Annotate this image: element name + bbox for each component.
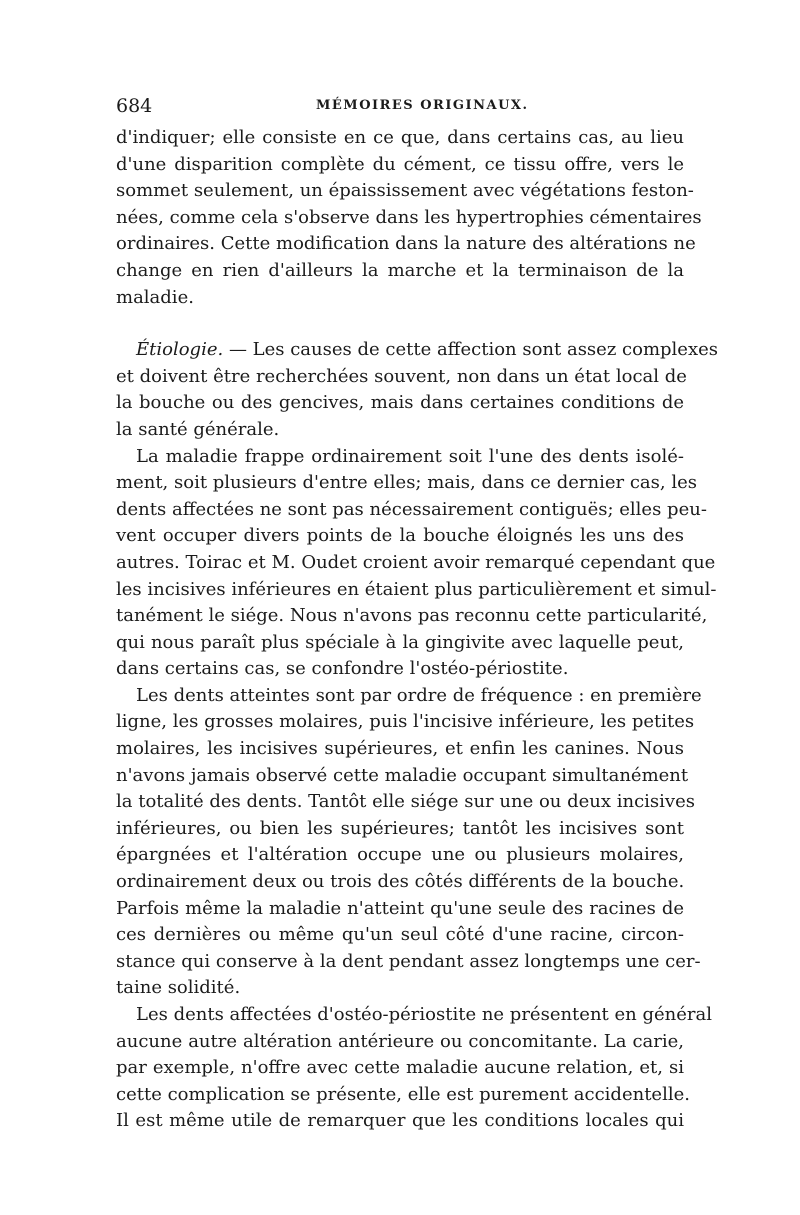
paragraph (116, 1002, 712, 1135)
text-line: la totalité des dents. Tantôt elle siége sur une ou deux incisives (116, 791, 695, 813)
paragraph (116, 683, 702, 1002)
text-line: vent occuper divers points de la bouche éloignés les uns des (116, 525, 684, 547)
text-line: qui nous paraît plus spéciale à la gingivite avec laquelle peut, (116, 631, 684, 653)
text-line: ment, soit plusieurs d'entre elles; mais, dans ce dernier cas, les (116, 472, 697, 494)
text-line: Les dents atteintes sont par ordre de fréquence : en première (136, 684, 702, 706)
section-heading: Étiologie. (136, 339, 224, 361)
text-line: autres. Toirac et M. Oudet croient avoir remarqué cependant que (116, 551, 716, 573)
text-line: Parfois même la maladie n'atteint qu'une seule des racines de (116, 897, 684, 919)
text-line: tanément le siége. Nous n'avons pas reconnu cette particularité, (116, 605, 708, 627)
text-line: la santé générale. (116, 418, 280, 440)
text-line: par exemple, n'offre avec cette maladie aucune relation, et, si (116, 1057, 684, 1079)
text-line: n'avons jamais observé cette maladie occupant simultanément (116, 764, 689, 786)
text-line: ordinaires. Cette modification dans la nature des altérations ne (116, 233, 696, 255)
text-line-continuation: — Les causes de cette affection sont assez complexes (223, 339, 718, 361)
page-number: 684 (116, 95, 153, 117)
text-line: change en rien d'ailleurs la marche et la terminaison de la (116, 259, 684, 281)
text-line: cette complication se présente, elle est purement accidentelle. (116, 1083, 690, 1105)
text-line: et doivent être recherchées souvent, non dans un état local de (116, 365, 687, 387)
text-line: stance qui conserve à la dent pendant assez longtemps une cer- (116, 950, 701, 972)
text-line: d'une disparition complète du cément, ce tissu offre, vers le (116, 153, 684, 175)
text-line: ces dernières ou même qu'un seul côté d'une racine, circon- (116, 924, 684, 946)
text-line: sommet seulement, un épaississement avec végétations feston- (116, 180, 694, 202)
paragraph-etiologie (116, 337, 718, 443)
text-line: d'indiquer; elle consiste en ce que, dans certains cas, au lieu (116, 127, 684, 148)
text-line: inférieures, ou bien les supérieures; tantôt les incisives sont (116, 817, 684, 839)
text-line: dans certains cas, se confondre l'ostéo-périostite. (116, 658, 569, 680)
text-line: maladie. (116, 286, 194, 308)
running-title: MÉMOIRES ORIGINAUX. (316, 98, 529, 113)
book-page (116, 95, 718, 1135)
text-line: Les dents affectées d'ostéo-périostite ne présentent en général (136, 1004, 712, 1025)
text-line: dents affectées ne sont pas nécessairement contiguës; elles peu- (116, 498, 707, 520)
paragraph-gap (116, 311, 684, 337)
text-line: molaires, les incisives supérieures, et enfin les canines. Nous (116, 738, 684, 760)
text-line: Il est même utile de remarquer que les conditions locales qui (116, 1110, 684, 1132)
paragraph (116, 444, 717, 683)
text-line: ordinairement deux ou trois des côtés différents de la bouche. (116, 871, 685, 893)
text-line: taine solidité. (116, 977, 241, 999)
text-line: les incisives inférieures en étaient plus particulièrement et simul- (116, 578, 717, 600)
page-header (116, 95, 684, 121)
text-line (116, 337, 718, 364)
text-line: aucune autre altération antérieure ou concomitante. La carie, (116, 1030, 684, 1052)
text-line: épargnées et l'altération occupe une ou plusieurs molaires, (116, 844, 684, 866)
text-line: nées, comme cela s'observe dans les hypertrophies cémentaires (116, 206, 702, 228)
paragraph (116, 125, 702, 311)
text-line: la bouche ou des gencives, mais dans certaines conditions de (116, 392, 684, 414)
text-line: La maladie frappe ordinairement soit l'une des dents isolé- (136, 445, 684, 467)
text-line: ligne, les grosses molaires, puis l'incisive inférieure, les petites (116, 711, 695, 733)
